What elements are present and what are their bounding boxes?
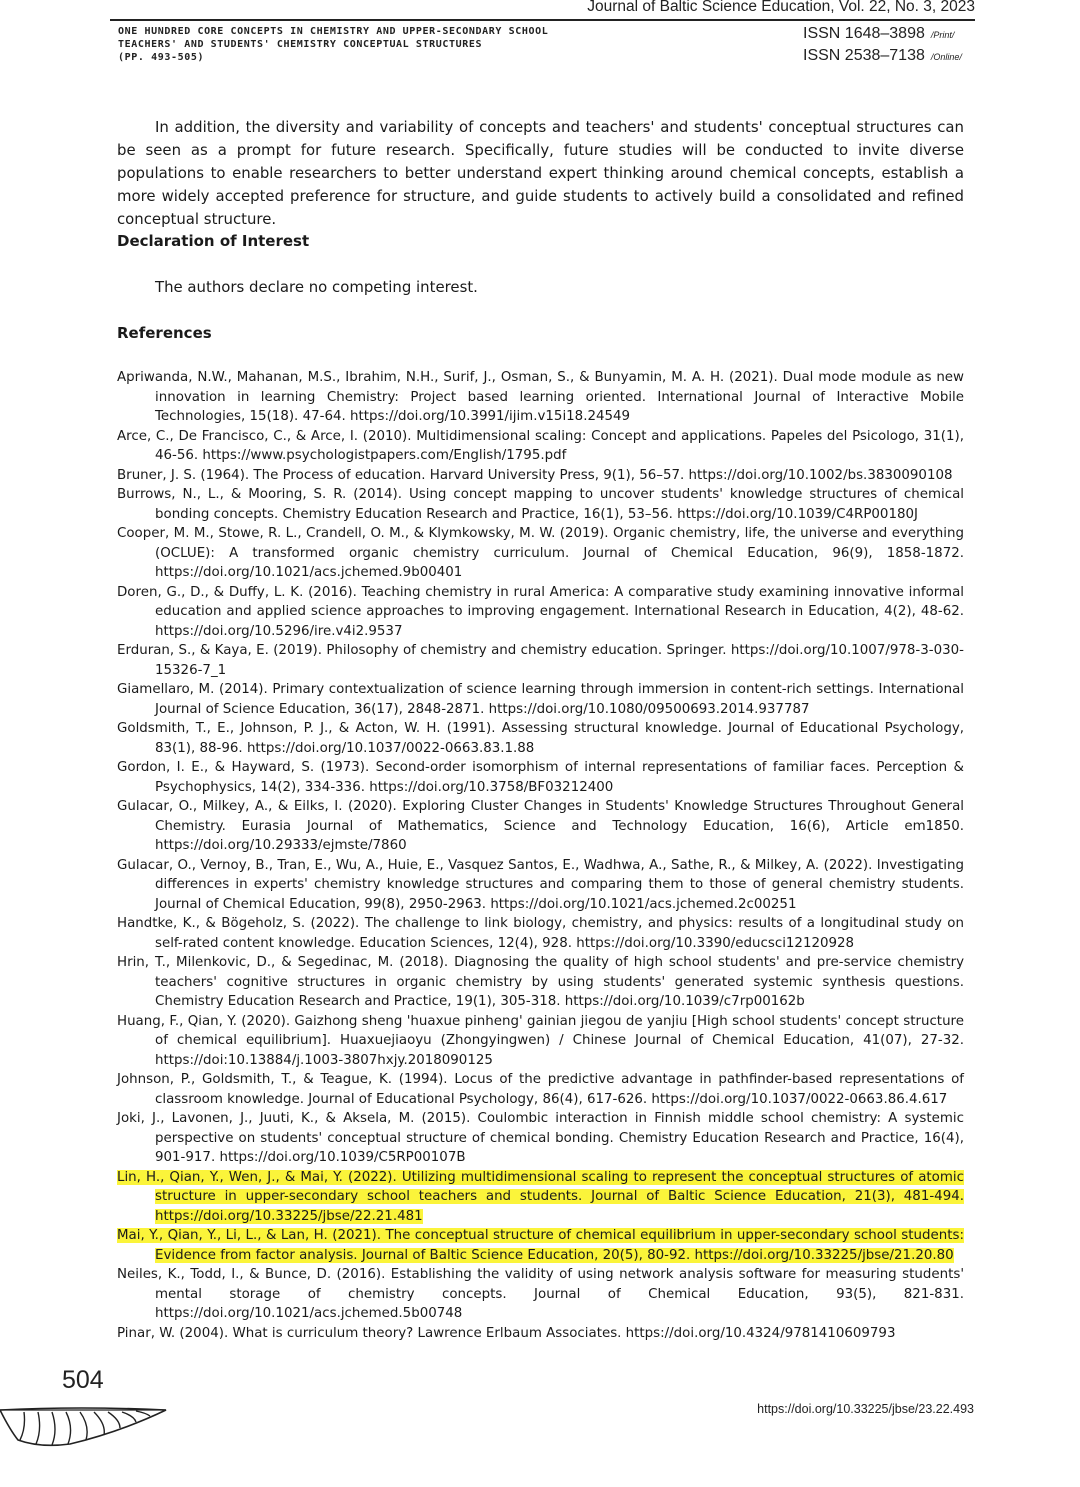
reference-text: Burrows, N., L., & Mooring, S. R. (2014). Using concept mapping to uncover students' knowledge structures of chemical bonding concepts. Chemistry Education Research and Practice, 16(1), 53–56. https://doi.org/10.1039/C4RP00180J <box>117 487 964 522</box>
running-head-pages: (PP. 493-505) <box>118 52 205 63</box>
reference-item <box>117 427 964 466</box>
reference-text: Goldsmith, T., E., Johnson, P. J., & Acton, W. H. (1991). Assessing structural knowledge. Journal of Educational Psychology, 83(1), 88-96. https://doi.org/10.1037/0022-0663.83.1.88 <box>117 721 964 756</box>
reference-text: Apriwanda, N.W., Mahanan, M.S., Ibrahim, N.H., Surif, J., Osman, S., & Bunyamin, M. A. H. (2021). Dual mode module as new innovation in learning Chemistry: Project based learning oriented. International Journal of Interactive Mobile Technologies, 15(18). 47-64. https://doi.org/10.3991/ijim.v15i18.24549 <box>117 370 964 424</box>
reference-item <box>117 641 964 680</box>
leaf-ornament-icon <box>0 1400 170 1450</box>
reference-text: Lin, H., Qian, Y., Wen, J., & Mai, Y. (2022). Utilizing multidimensional scaling to represent the conceptual structures of atomic structure in upper-secondary school teachers and students. Journal of Baltic Science Education, 21(3), 481-494. https://doi.org/10.33225/jbse/22.21.481 <box>117 1169 964 1224</box>
reference-item <box>117 680 964 719</box>
reference-item <box>117 368 964 427</box>
references-heading: References <box>117 324 212 342</box>
issn-online <box>803 47 962 65</box>
reference-text: Gordon, I. E., & Hayward, S. (1973). Second-order isomorphism of internal representations of familiar faces. Perception & Psychophysics, 14(2), 334-336. https://doi.org/10.3758/BF03212400 <box>117 760 964 795</box>
reference-text: Johnson, P., Goldsmith, T., & Teague, K. (1994). Locus of the predictive advantage in pathfinder-based representations of classroom knowledge. Journal of Educational Psychology, 86(4), 617-626. https://doi.org/10.1037/0022-0663.86.4.617 <box>117 1072 964 1107</box>
reference-item <box>117 583 964 642</box>
reference-text: Arce, C., De Francisco, C., & Arce, I. (2010). Multidimensional scaling: Concept and applications. Papeles del Psicologo, 31(1), 46-56. https://www.psychologistpapers.com/English/1795.pdf <box>117 428 964 463</box>
issn-online-tag: /Online/ <box>930 52 962 62</box>
reference-item <box>117 758 964 797</box>
reference-text: Erduran, S., & Kaya, E. (2019). Philosophy of chemistry and chemistry education. Springer. https://doi.org/10.1007/978-3-030-15326-7_1 <box>117 643 964 678</box>
reference-text: Huang, F., Qian, Y. (2020). Gaizhong sheng 'huaxue pinheng' gainian jiegou de yanjiu [High school students' concept structure of chemical equilibrium]. Huaxuejiaoyu (Zhongyingwen) / Chinese Journal of Chemical Education, 41(07), 27-32. https://doi:10.13884/j.1003-3807hxjy.2018090125 <box>117 1013 964 1068</box>
issn-print-number: ISSN 1648–3898 <box>803 25 925 42</box>
reference-text: Pinar, W. (2004). What is curriculum theory? Lawrence Erlbaum Associates. https://doi.org/10.4324/9781410609793 <box>117 1325 896 1341</box>
reference-item <box>117 1265 964 1324</box>
running-head <box>118 25 548 64</box>
reference-item <box>117 466 964 486</box>
issn-print <box>803 25 954 43</box>
reference-item <box>117 1012 964 1071</box>
reference-text: Bruner, J. S. (1964). The Process of education. Harvard University Press, 9(1), 56–57. https://doi.org/10.1002/bs.3830090108 <box>117 467 953 483</box>
footer-doi: https://doi.org/10.33225/jbse/23.22.493 <box>757 1402 974 1416</box>
reference-item-highlighted <box>117 1226 964 1265</box>
reference-item <box>117 1324 964 1344</box>
declaration-text: The authors declare no competing interest. <box>155 278 478 296</box>
running-head-line-2: TEACHERS' AND STUDENTS' CHEMISTRY CONCEPTUAL STRUCTURES <box>118 39 483 50</box>
reference-item <box>117 797 964 856</box>
reference-item <box>117 953 964 1012</box>
header-rule <box>110 19 975 21</box>
reference-text: Cooper, M. M., Stowe, R. L., Crandell, O. M., & Klymkowsky, M. W. (2019). Organic chemistry, life, the universe and everything (OCLUE): A transformed organic chemistry curriculum. Journal of Chemical Education, 96(9), 1858-1872. https://doi.org/10.1021/acs.jchemed.9b00401 <box>117 526 964 580</box>
reference-item <box>117 719 964 758</box>
reference-text: Giamellaro, M. (2014). Primary contextualization of science learning through immersion in content-rich settings. International Journal of Science Education, 36(17), 2848-2871. https://doi.org/10.1080/09500693.2014.937787 <box>117 682 964 717</box>
reference-text: Doren, G., D., & Duffy, L. K. (2016). Teaching chemistry in rural America: A comparative study examining innovative informal education and applied science approaches to improving engagement. International Research in Education, 4(2), 48-62. https://doi.org/10.5296/ire.v4i2.9537 <box>117 584 964 639</box>
reference-item <box>117 485 964 524</box>
running-head-line-1: ONE HUNDRED CORE CONCEPTS IN CHEMISTRY AND UPPER-SECONDARY SCHOOL <box>118 26 549 37</box>
issn-online-number: ISSN 2538–7138 <box>803 47 925 64</box>
reference-item <box>117 914 964 953</box>
issn-print-tag: /Print/ <box>930 30 955 40</box>
reference-item <box>117 524 964 583</box>
reference-text: Gulacar, O., Vernoy, B., Tran, E., Wu, A., Huie, E., Vasquez Santos, E., Wadhwa, A., Sathe, R., & Milkey, A. (2022). Investigating differences in experts' chemistry knowledge structures and comparing them to those of general chemistry students. Journal of Chemical Education, 99(8), 2950-2963. https://doi.org/10.1021/acs.jchemed.2c00251 <box>117 857 964 912</box>
reference-list <box>117 368 964 1343</box>
reference-text: Mai, Y., Qian, Y., Li, L., & Lan, H. (2021). The conceptual structure of chemical equilibrium in upper-secondary school students: Evidence from factor analysis. Journal of Baltic Science Education, 20(5), 80-92. https://doi.org/10.33225/jbse/21.20.80 <box>117 1228 964 1263</box>
reference-item <box>117 856 964 915</box>
intro-paragraph: In addition, the diversity and variability of concepts and teachers' and students' conceptual structures can be seen as a prompt for future research. Specifically, future studies will be conducted to invite diverse populations to enable researchers to better understand expert thinking around chemical concepts, establish a more widely accepted preference for structure, and guide students to actively build a consolidated and refined conceptual structure. <box>117 118 964 228</box>
reference-text: Handtke, K., & Bögeholz, S. (2022). The challenge to link biology, chemistry, and physics: results of a longitudinal study on self-rated content knowledge. Education Sciences, 12(4), 928. https://doi.org/10.3390/educsci12120928 <box>117 916 964 951</box>
reference-text: Joki, J., Lavonen, J., Juuti, K., & Aksela, M. (2015). Coulombic interaction in Finnish middle school chemistry: A systemic perspective on students' conceptual structure of chemical bonding. Chemistry Education Research and Practice, 16(4), 901-917. https://doi.org/10.1039/C5RP00107B <box>117 1111 964 1165</box>
reference-text: Gulacar, O., Milkey, A., & Eilks, I. (2020). Exploring Cluster Changes in Students' Knowledge Structures Throughout General Chemistry. Eurasia Journal of Mathematics, Science and Technology Education, 16(6), Article em1850. https://doi.org/10.29333/ejmste/7860 <box>117 799 964 853</box>
page-number: 504 <box>62 1366 104 1394</box>
declaration-heading: Declaration of Interest <box>117 232 310 250</box>
reference-text: Hrin, T., Milenkovic, D., & Segedinac, M. (2018). Diagnosing the quality of high school students' and pre-service chemistry teachers' cognitive structures in organic chemistry by using students' generated systemic synthesis questions. Chemistry Education Research and Practice, 19(1), 305-318. https://doi.org/10.1039/c7rp00162b <box>117 955 964 1009</box>
reference-item <box>117 1070 964 1109</box>
reference-text: Neiles, K., Todd, I., & Bunce, D. (2016). Establishing the validity of using network analysis software for measuring students' mental storage of chemistry concepts. Journal of Chemical Education, 93(5), 821-831. https://doi.org/10.1021/acs.jchemed.5b00748 <box>117 1267 964 1321</box>
reference-item <box>117 1109 964 1168</box>
journal-title: Journal of Baltic Science Education, Vol. 22, No. 3, 2023 <box>587 0 975 15</box>
reference-item-highlighted <box>117 1168 964 1227</box>
